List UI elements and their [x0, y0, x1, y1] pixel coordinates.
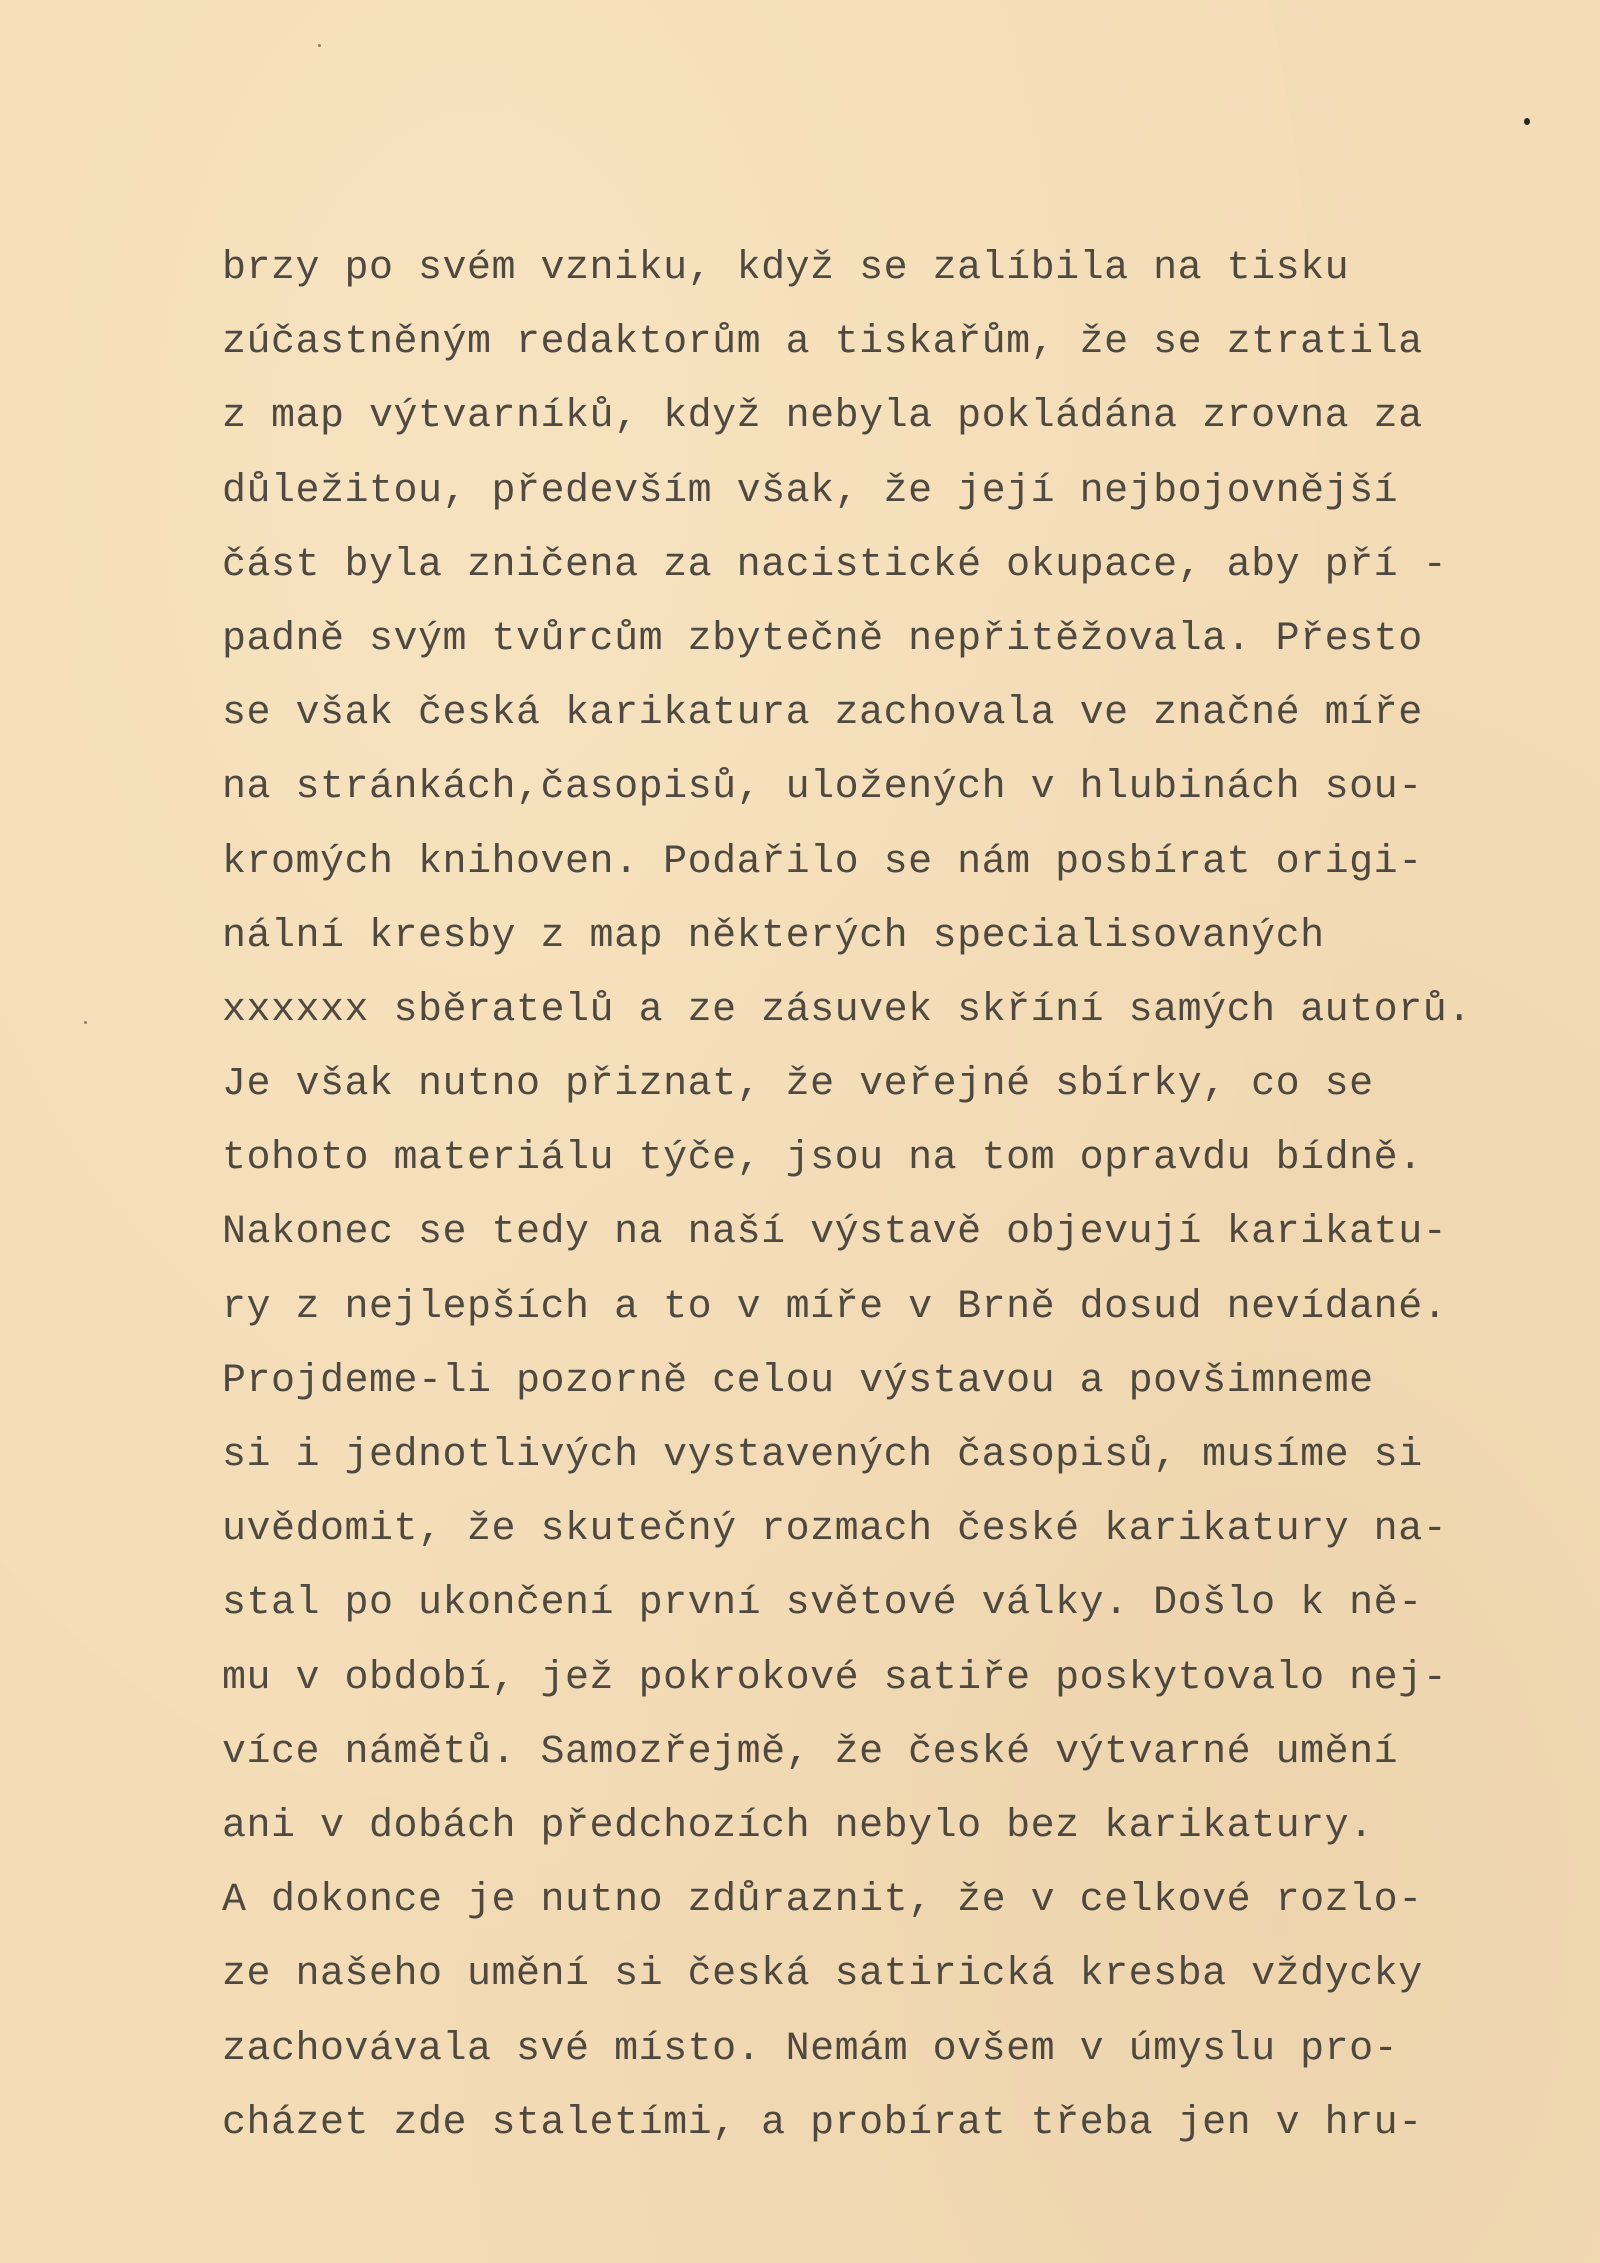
- text-line: část byla zničena za nacistické okupace, aby pří -: [222, 542, 1448, 588]
- text-line: Nakonec se tedy na naší výstavě objevují karikatu-: [222, 1210, 1448, 1256]
- text-line: brzy po svém vzniku, když se zalíbila na tisku: [222, 246, 1350, 291]
- text-line: z map výtvarníků, když nebyla pokládána zrovna za: [222, 394, 1423, 440]
- ink-speck: [1524, 118, 1530, 125]
- text-line: Je však nutno přiznat, že veřejné sbírky, co se: [222, 1062, 1374, 1108]
- ink-speck: [84, 1021, 87, 1024]
- ink-speck: [318, 44, 321, 47]
- text-line: důležitou, především však, že její nejbojovnější: [222, 468, 1399, 514]
- text-line: na stránkách,časopisů, uložených v hlubinách sou-: [222, 765, 1423, 811]
- text-line: padně svým tvůrcům zbytečně nepřitěžovala. Přesto: [222, 616, 1423, 662]
- text-line: nální kresby z map některých specialisovaných: [222, 913, 1325, 959]
- text-line: více námětů. Samozřejmě, že české výtvarné umění: [222, 1729, 1399, 1775]
- text-line: ry z nejlepších a to v míře v Brně dosud nevídané.: [222, 1284, 1448, 1330]
- text-line: ze našeho umění si česká satirická kresba vždycky: [222, 1952, 1423, 1998]
- text-line: mu v období, jež pokrokové satiře poskytovalo nej-: [222, 1655, 1448, 1701]
- text-line: zachovávala své místo. Nemám ovšem v úmyslu pro-: [222, 2026, 1399, 2072]
- text-line: ani v dobách předchozích nebylo bez karikatury.: [222, 1803, 1374, 1849]
- typed-text-block: [222, 232, 1592, 2161]
- text-line: zúčastněným redaktorům a tiskařům, že se ztratila: [222, 320, 1423, 366]
- text-line: Projdeme-li pozorně celou výstavou a povšimneme: [222, 1358, 1374, 1404]
- text-line: A dokonce je nutno zdůraznit, že v celkové rozlo-: [222, 1878, 1423, 1924]
- text-line: se však česká karikatura zachovala ve značné míře: [222, 691, 1423, 737]
- text-line: kromých knihoven. Podařilo se nám posbírat origi-: [222, 839, 1423, 885]
- text-line: uvědomit, že skutečný rozmach české karikatury na-: [222, 1507, 1448, 1553]
- text-line: tohoto materiálu týče, jsou na tom opravdu bídně.: [222, 1136, 1423, 1182]
- text-line: si i jednotlivých vystavených časopisů, musíme si: [222, 1433, 1423, 1478]
- text-line: cházet zde staletími, a probírat třeba jen v hru-: [222, 2100, 1423, 2146]
- text-line: stal po ukončení první světové války. Došlo k ně-: [222, 1581, 1423, 1627]
- text-line: xxxxxx sběratelů a ze zásuvek skříní samých autorů.: [222, 987, 1472, 1033]
